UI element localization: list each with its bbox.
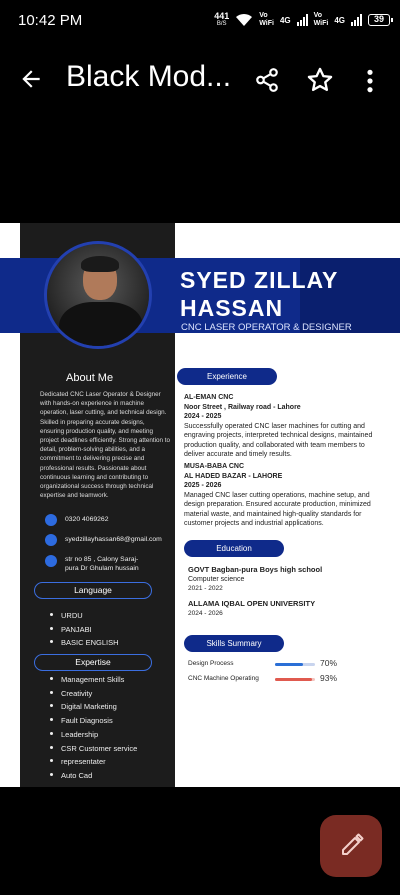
resume-page[interactable] — [0, 223, 400, 787]
school-1 — [188, 565, 322, 594]
job-2 — [184, 462, 371, 529]
education-heading: Education — [184, 540, 284, 557]
skill-bar-fill — [275, 663, 303, 666]
network-type-2: 4G — [334, 15, 345, 25]
name-line-2: HASSAN — [180, 295, 284, 321]
address-line-1: str no 85 , Calony Saraj- — [65, 556, 139, 563]
list-item: Management Skills — [50, 673, 137, 687]
school-field: Computer science — [188, 575, 245, 583]
about-text: Dedicated CNC Laser Operator & Designer with hands-on experience in machine operation, laser cutting, and technical design. Skilled in preparing accurate designs, ensuring production quality, and meeting project deadlines efficiently. Strong attention to detail, problem-solving abilities, and a commitment to delivering precise and professional results. Passionate about continuous learning and contributing to organizational success through technical expertise and teamwork. — [40, 391, 170, 500]
school-years: 2021 - 2022 — [188, 585, 223, 592]
job-desc-line: deliver accurate and timely results. — [184, 451, 292, 458]
skills-heading: Skills Summary — [184, 635, 284, 652]
speed-unit: B/S — [216, 21, 227, 27]
phone-text: 0320 4069262 — [65, 516, 109, 523]
volte-2-top: Vo — [313, 12, 323, 19]
phone-icon — [45, 514, 57, 526]
more-options-icon[interactable] — [362, 68, 378, 94]
skill-label: CNC Machine Operating — [188, 675, 259, 682]
about-heading: About Me — [66, 372, 114, 384]
share-icon[interactable] — [254, 67, 280, 93]
expertise-list — [50, 673, 137, 783]
job-location: AL HADED BAZAR - LAHORE — [184, 472, 283, 480]
resume-name — [180, 266, 338, 322]
list-item: Digital Marketing — [50, 700, 137, 714]
location-icon — [45, 555, 57, 567]
address-line-2: pura Dr Ghulam hussain — [65, 565, 139, 572]
experience-heading: Experience — [177, 368, 277, 385]
list-item: URDU — [50, 609, 119, 623]
school-name: GOVT Bagban-pura Boys high school — [188, 565, 323, 574]
list-item: PANJABI — [50, 623, 119, 637]
battery-icon: 39 — [368, 14, 390, 26]
job-location: Noor Street , Railway road - Lahore — [184, 403, 301, 411]
job-company: AL-EMAN CNC — [184, 394, 234, 401]
list-item: Auto Cad — [50, 769, 137, 783]
contact-address — [45, 555, 139, 573]
skill-row — [188, 660, 234, 667]
star-icon[interactable] — [306, 66, 334, 94]
profile-photo — [44, 241, 152, 349]
contact-email — [45, 534, 162, 546]
school-years: 2024 - 2026 — [188, 609, 223, 617]
school-2 — [188, 599, 315, 618]
job-desc-line: production quality, and collaborated with team members to — [184, 441, 365, 449]
job-desc-line: customer projects and industrial applications. — [184, 520, 324, 527]
contact-phone — [45, 514, 108, 526]
edit-button[interactable] — [320, 815, 382, 877]
email-text: syedzillayhassan68@gmail.com — [65, 536, 162, 543]
job-desc-line: design preparation. Ensured accurate production, minimized — [184, 501, 371, 508]
speed-value: 441 — [214, 11, 230, 21]
job-company: MUSA-BABA CNC — [184, 463, 245, 470]
status-time: 10:42 PM — [18, 12, 83, 29]
pencil-icon — [320, 815, 382, 877]
list-item: Creativity — [50, 687, 137, 701]
skill-label: Design Process — [188, 660, 234, 667]
expertise-heading: Expertise — [34, 654, 152, 671]
volte-1-top: Vo — [259, 12, 268, 19]
address-text — [65, 555, 139, 573]
job-desc-line: Successfully operated CNC laser machines for cutting and — [184, 422, 365, 430]
list-item: BASIC ENGLISH — [50, 636, 119, 650]
wifi-icon — [235, 13, 253, 27]
job-desc-line: material waste, and maintained high-quality standards for — [184, 510, 362, 518]
list-item: CSR Customer service — [50, 742, 137, 756]
document-title: Black Mod... — [66, 60, 232, 93]
skill-percent: 70% — [320, 658, 338, 668]
volte-1 — [259, 12, 274, 28]
signal-icon — [297, 14, 308, 26]
email-icon — [45, 534, 57, 546]
language-heading: Language — [34, 582, 152, 599]
job-desc-line: Managed CNC laser cutting operations, machine setup, and — [184, 491, 370, 499]
status-icons — [214, 12, 390, 28]
resume-role: CNC LASER OPERATOR & DESIGNER — [181, 322, 352, 333]
volte-2-bottom: WiFi — [313, 20, 329, 27]
name-line-1: SYED ZILLAY — [180, 267, 339, 293]
skill-percent: 93% — [320, 673, 338, 683]
network-type-1: 4G — [279, 15, 291, 25]
volte-1-bottom: WiFi — [259, 20, 274, 27]
school-name: ALLAMA IQBAL OPEN UNIVERSITY — [188, 599, 316, 608]
list-item: Fault Diagnosis — [50, 714, 137, 728]
skill-row — [188, 675, 259, 682]
list-item: representater — [50, 755, 137, 769]
network-speed — [214, 12, 229, 28]
volte-2 — [314, 12, 329, 28]
app-bar — [0, 50, 400, 110]
back-arrow-icon[interactable] — [18, 66, 44, 92]
job-years: 2025 - 2026 — [184, 482, 222, 489]
job-years: 2024 - 2025 — [184, 413, 222, 420]
skill-bar-fill — [275, 678, 312, 681]
list-item: Leadership — [50, 728, 137, 742]
signal-icon-2 — [351, 14, 362, 26]
language-list — [50, 609, 119, 650]
status-bar — [0, 0, 400, 44]
job-desc-line: engraving projects, interpreted technical designs, maintained — [184, 432, 373, 439]
job-1 — [184, 393, 372, 460]
